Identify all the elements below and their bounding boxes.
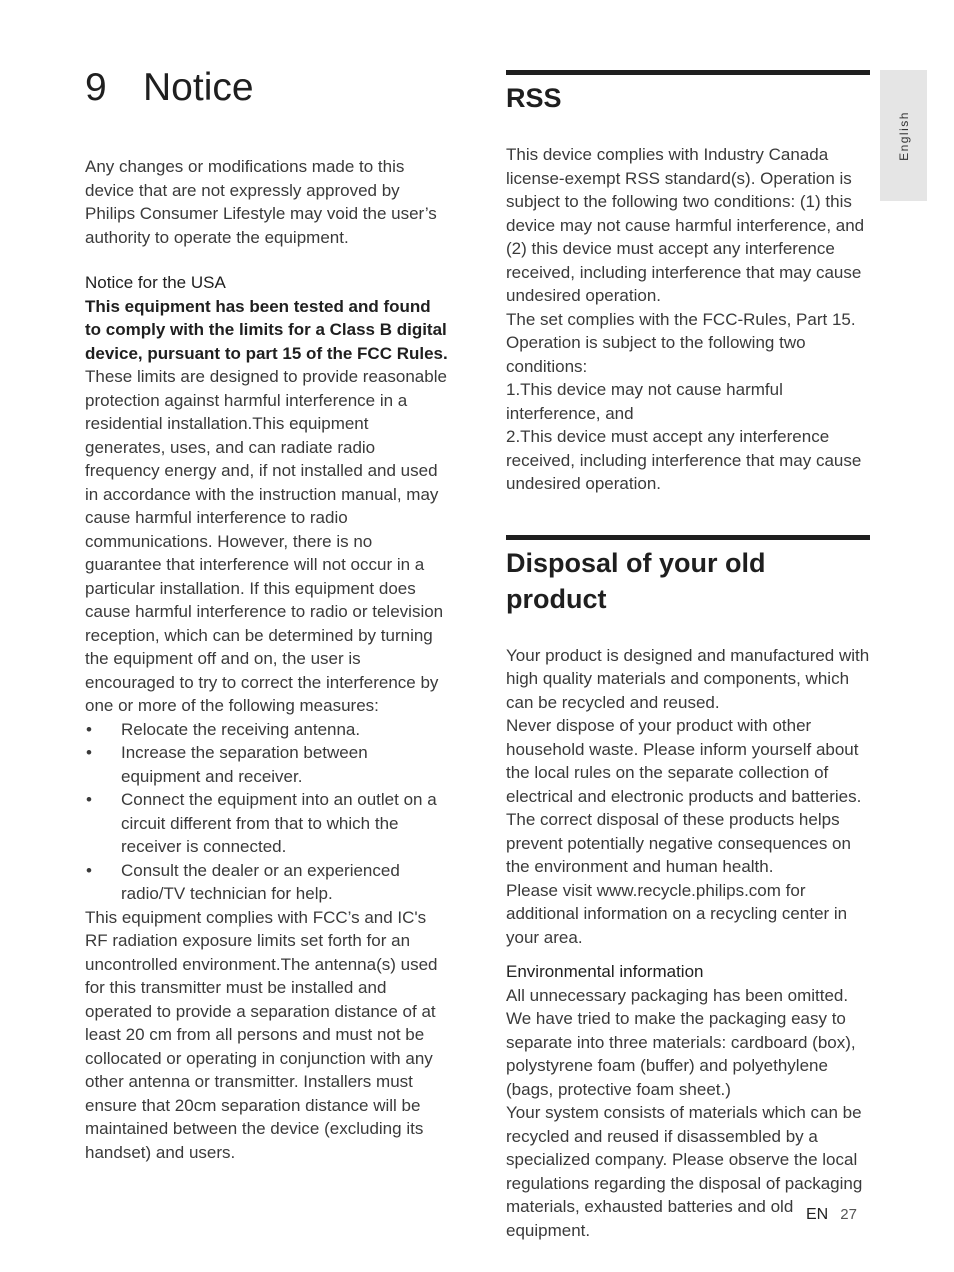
bullet-marker: • [86,743,92,762]
list-item-text: Connect the equipment into an outlet on a circuit different from that to which the receiver is connected. [121,790,437,856]
footer-language: EN [806,1206,829,1223]
list-item-text: Increase the separation between equipment and receiver. [121,743,368,786]
disposal-section-body [506,644,870,1243]
environmental-heading: Environmental information [506,962,704,981]
rf-exposure-paragraph: This equipment complies with FCC’s and IC's RF radiation exposure limits set forth for an uncontrolled environment.The antenna(s) used for this transmitter must be installed and operated to provide a separation distance of at least 20 cm from all persons and must not be collocated or operating in conjunction with any other antenna or transmitter. Installers must ensure that 20cm separation distance will be maintained between the device (excluding its handset) and users. [85,907,438,1162]
list-item [85,741,450,788]
list-item-text: Relocate the receiving antenna. [121,719,361,739]
rss-paragraph-2: The set complies with the FCC-Rules, Part 15. Operation is subject to the following two conditions: [506,309,856,376]
disposal-paragraph-2: Never dispose of your product with other household waste. Please inform yourself about the local rules on the separate collection of electrical and electronic products and batteries. The correct disposal of these products helps prevent potentially negative consequences on the environment and human health. [506,716,862,876]
environmental-paragraph-1: All unnecessary packaging has been omitted. We have tried to make the packaging easy to separate into three materials: cardboard (box), polystyrene foam (buffer) and polyethylene (bags, protective foam sheet.) [506,985,856,1099]
list-item-text: Consult the dealer or an experienced radio/TV technician for help. [121,860,400,903]
disposal-paragraph-3: Please visit www.recycle.philips.com for additional information on a recycling center in your area. [506,880,848,947]
chapter-heading [85,60,450,116]
disposal-section [506,535,870,1243]
disposal-section-title: Disposal of your old product [506,547,766,614]
chapter-number: 9 [85,66,107,109]
list-item [85,859,450,906]
right-column [506,70,870,1242]
page-number: 27 [840,1206,857,1223]
list-item [85,788,450,859]
measures-list [85,718,450,906]
rss-paragraph-4: 2.This device must accept any interference received, including interference that may cause undesired operation. [506,427,862,493]
left-column [85,60,450,1164]
list-item [85,718,450,742]
rss-section-body [506,143,870,496]
environmental-paragraph-2: Your system consists of materials which can be recycled and reused if disassembled by a specialized company. Please observe the local regulations regarding the disposal of packaging materials, exhausted batteries and old equipment. [506,1103,863,1240]
bullet-marker: • [86,790,92,809]
chapter-title: Notice [143,66,254,109]
rss-paragraph-1: This device complies with Industry Canada license-exempt RSS standard(s). Operation is subject to the following two conditions: (1) this device may not cause harmful interference, and (2) this device must accept any interference received, including interference that may cause undesired operation. [506,145,865,305]
language-tab [880,70,927,201]
usa-notice-body: These limits are designed to provide reasonable protection against harmful interference in a residential installation.This equipment generates, uses, and can radiate radio frequency energy and, if not installed and used in accordance with the instruction manual, may cause harmful interference to radio communications. However, there is no guarantee that interference will not occur in a particular installation. If this equipment does cause harmful interference to radio or television reception, which can be determined by turning the equipment off and on, the user is encouraged to try to correct the interference by one or more of the following measures: [85,367,447,715]
usa-compliance-statement: This equipment has been tested and found to comply with the limits for a Class B digital device, pursuant to part 15 of the FCC Rules. [85,296,448,363]
page-footer [806,1206,857,1224]
language-tab-label: English [896,110,911,161]
bullet-marker: • [86,719,92,739]
intro-paragraph: Any changes or modifications made to this device that are not expressly approved by Philips Consumer Lifestyle may void the user’s authority to operate the equipment. [85,157,437,247]
bullet-marker: • [86,860,92,880]
usa-notice-heading: Notice for the USA [85,273,226,292]
rss-section-title: RSS [506,83,562,113]
rss-paragraph-3: 1.This device may not cause harmful interference, and [506,380,783,423]
disposal-paragraph-1: Your product is designed and manufactured with high quality materials and components, which can be recycled and reused. [506,645,870,712]
